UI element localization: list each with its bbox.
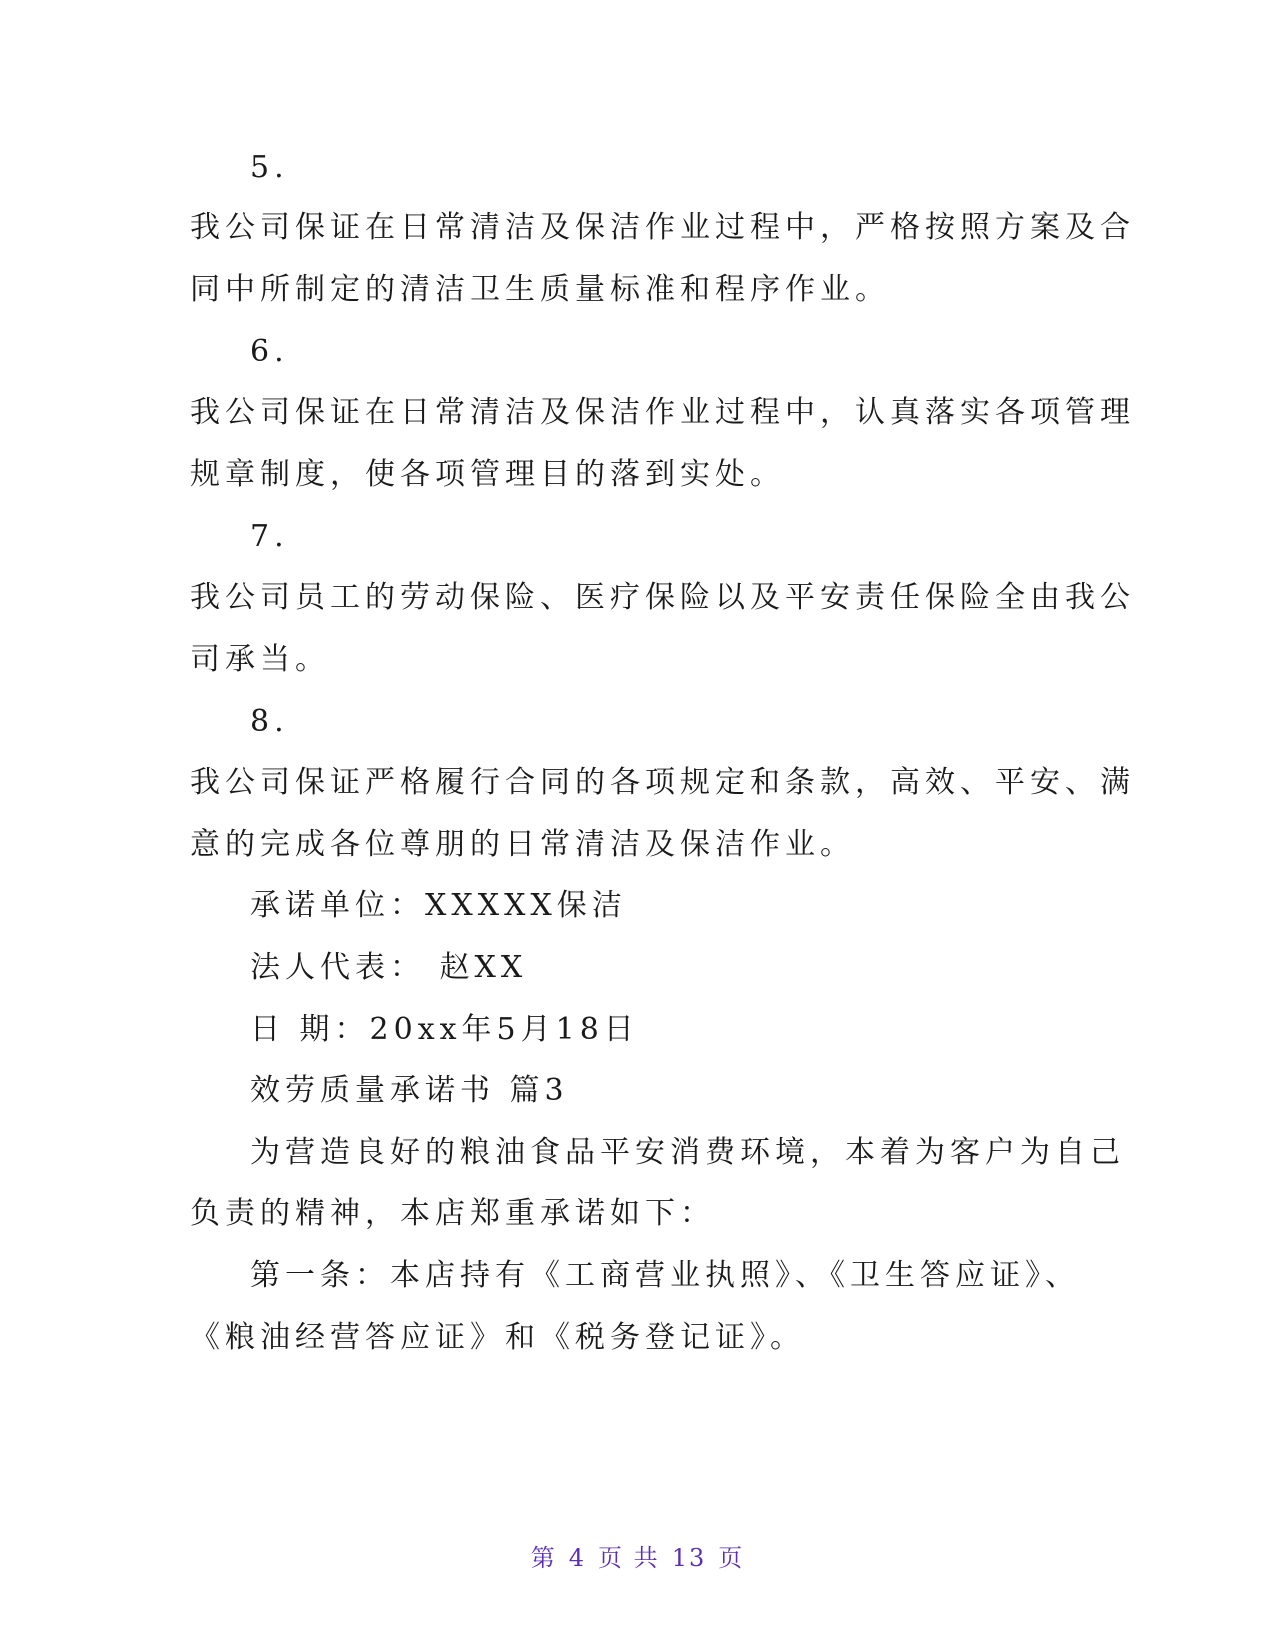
footer-prefix: 第 [530, 1544, 557, 1572]
item-5-text-line-1: 我公司保证在日常清洁及保洁作业过程中，严格按照方案及合 [190, 210, 1135, 245]
footer-current-page: 4 [568, 1544, 587, 1572]
page-footer [0, 1538, 1275, 1573]
item-6-text-line-1: 我公司保证在日常清洁及保洁作业过程中，认真落实各项管理 [190, 395, 1135, 430]
legal-representative: 法人代表： 赵XX [250, 950, 528, 985]
item-8-number: 8. [250, 704, 289, 739]
item-8-text-line-1: 我公司保证严格履行合同的各项规定和条款，高效、平安、满 [190, 765, 1135, 800]
footer-total-pages: 13 [671, 1544, 707, 1572]
item-7-text-line-1: 我公司员工的劳动保险、医疗保险以及平安责任保险全由我公 [190, 580, 1135, 615]
footer-suffix: 页 [718, 1544, 745, 1572]
item-7-number: 7. [250, 519, 289, 554]
item-7-text-line-2: 司承当。 [190, 642, 330, 677]
item-6-number: 6. [250, 334, 289, 369]
article-1-line-1: 第一条：本店持有《工商营业执照》、《卫生答应证》、 [250, 1258, 1080, 1293]
promise-date: 日 期：20xx年5月18日 [250, 1012, 639, 1047]
item-5-text-line-2: 同中所制定的清洁卫生质量标准和程序作业。 [190, 272, 890, 307]
item-8-text-line-2: 意的完成各位尊朋的日常清洁及保洁作业。 [190, 827, 855, 862]
footer-middle: 页 共 [598, 1544, 660, 1572]
intro-line-1: 为营造良好的粮油食品平安消费环境，本着为客户为自己 [250, 1135, 1125, 1170]
item-5-number: 5. [250, 150, 289, 185]
item-6-text-line-2: 规章制度，使各项管理目的落到实处。 [190, 457, 785, 492]
intro-line-2: 负责的精神，本店郑重承诺如下： [190, 1196, 715, 1231]
promise-unit: 承诺单位：XXXXX保洁 [250, 888, 627, 923]
article-1-line-2: 《粮油经营答应证》和《税务登记证》。 [190, 1320, 805, 1355]
section-title: 效劳质量承诺书 篇3 [250, 1073, 569, 1108]
